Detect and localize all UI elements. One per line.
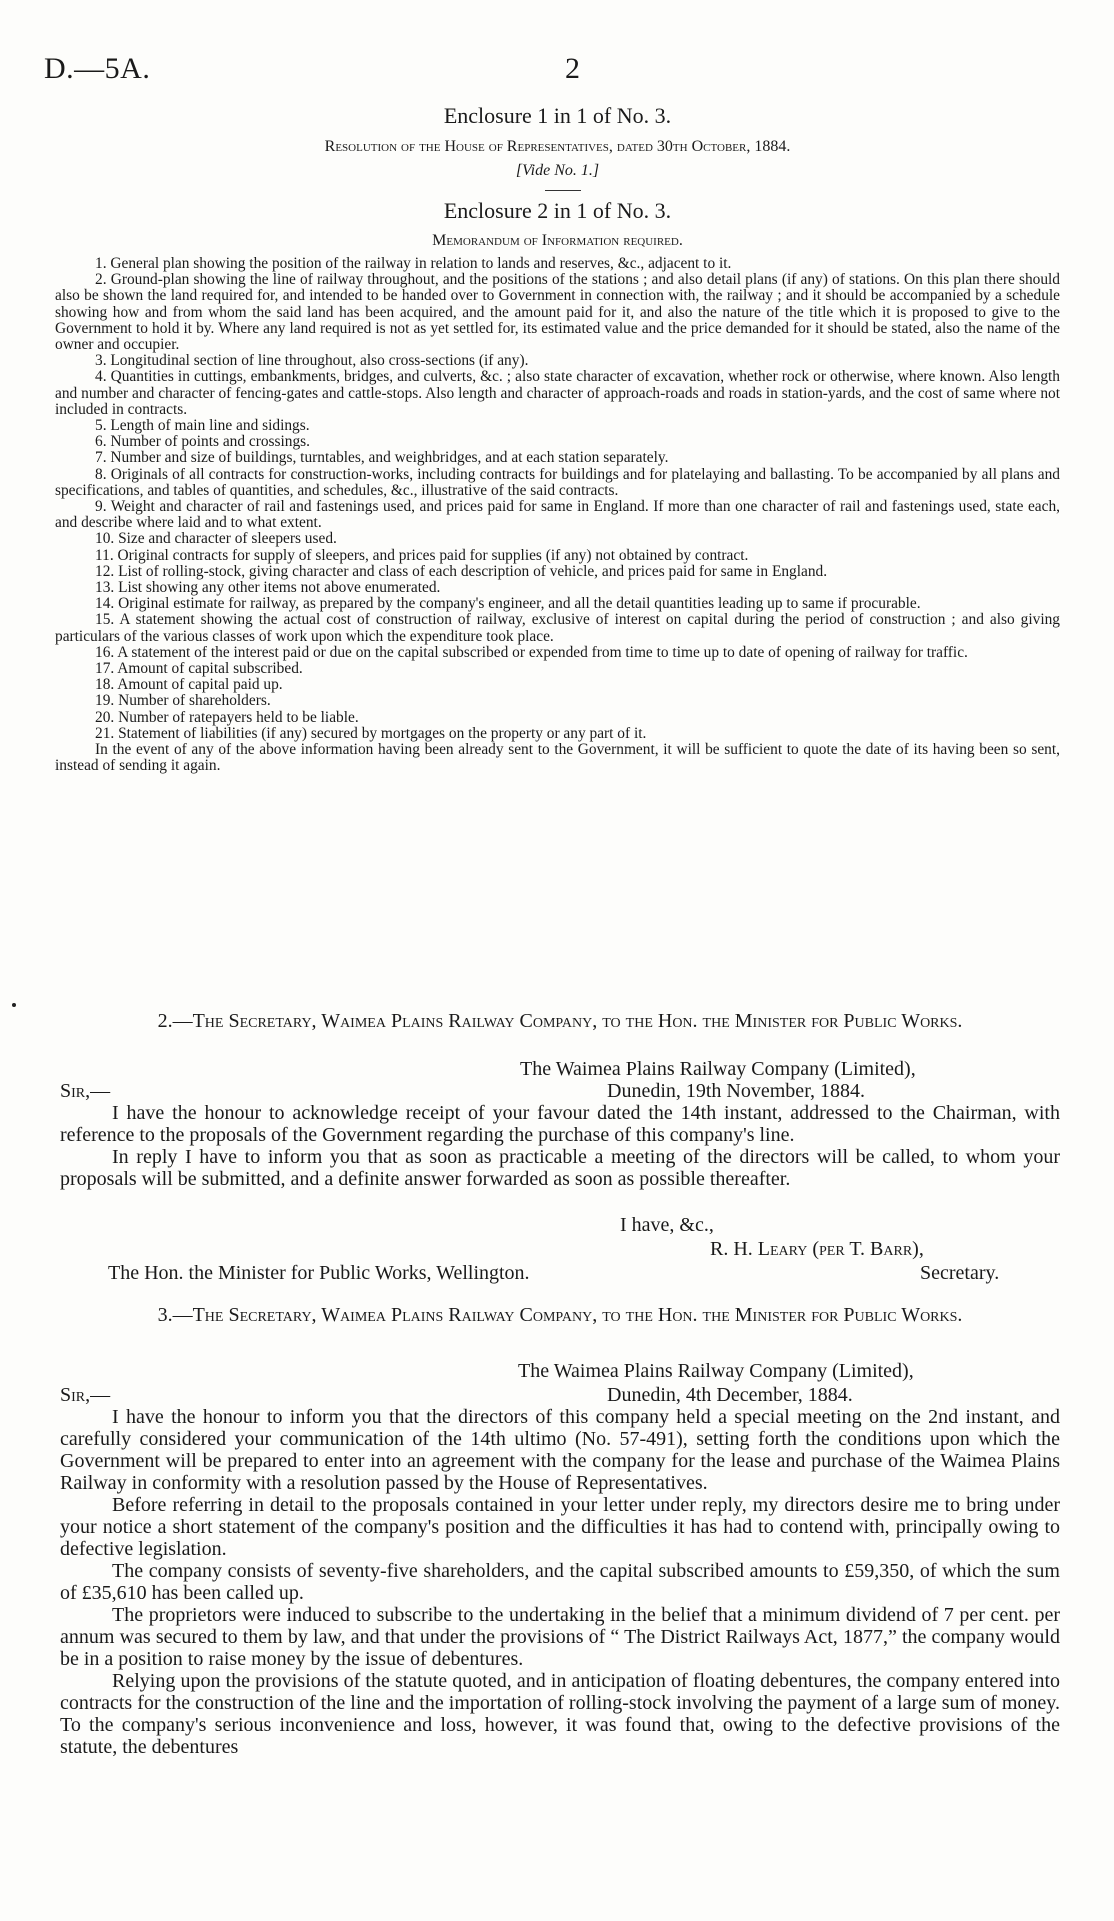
letter-3-heading <box>60 1304 1060 1326</box>
letter-2-address-line2: Dunedin, 19th November, 1884. <box>607 1080 866 1102</box>
memo-item: 11. Original contracts for supply of sleepers, and prices paid for supplies (if any) not obtained by contract. <box>95 546 749 564</box>
letter-3-paragraph: Before referring in detail to the proposals contained in your letter under reply, my directors desire me to bring under your notice a short statement of the company's position and the difficulties it has had to contend with, principally owing to defective legislation. <box>60 1494 1060 1560</box>
letter-3-paragraph: Relying upon the provisions of the statute quoted, and in anticipation of floating debentures, the company entered into contracts for the construction of the line and the importation of rolling-stock involving the payment of a large sum of money. To the company's serious inconvenience and loss, however, it was found that, owing to the defective provisions of the statute, the debentures <box>60 1670 1060 1758</box>
resolution-line <box>55 138 1060 156</box>
letter-2-salutation: Sir,— <box>60 1080 111 1102</box>
resolution-text: Resolution of the House of Representatives, dated 30th October, 1884. <box>324 138 791 155</box>
vide-reference: [Vide No. 1.] <box>515 162 600 179</box>
letter-3-address-line2: Dunedin, 4th December, 1884. <box>607 1384 853 1406</box>
memo-item: 14. Original estimate for railway, as prepared by the company's engineer, and all the detail quantities leading up to same if procurable. <box>95 595 921 613</box>
letter-2-signature: R. H. Leary (per T. Barr), <box>710 1238 924 1260</box>
memo-item: 7. Number and size of buildings, turntables, and weighbridges, and at each station separately. <box>95 449 669 467</box>
letter-3-body <box>60 1406 1060 1758</box>
letter-2-title: Secretary. <box>920 1262 1000 1284</box>
letter-2-paragraph: In reply I have to inform you that as soon as practicable a meeting of the directors will be called, to whom your proposals will be submitted, and a definite answer forwarded as soon as possible thereafter. <box>60 1146 1060 1190</box>
letter-3-address-line1: The Waimea Plains Railway Company (Limited), <box>518 1360 914 1382</box>
letter-2-address-line1: The Waimea Plains Railway Company (Limited), <box>520 1058 916 1080</box>
memo-item: 10. Size and character of sleepers used. <box>95 530 337 548</box>
memo-item: 13. List showing any other items not above enumerated. <box>95 579 441 597</box>
page-number: 2 <box>565 52 580 85</box>
enclosure-1-title: Enclosure 1 in 1 of No. 3. <box>443 103 672 128</box>
memo-item: 2. Ground-plan showing the line of railway throughout, and the positions of the stations ; and also detail plans (if any) of stations. On this plan there should also be shown the land required for, and intended to be handed over to Government in connection with, the railway ; and it should be accompanied by a schedule showing how and from whom the said land has been acquired, and the amount paid for it, and also the nature of the title which it is proposed to give to the Government to hold it by. Where any land required is not as yet settled for, its estimated value and the price demanded for it should be stated, also the name of the owner and occupier. <box>55 271 1060 354</box>
letter-3-heading-text: 3.—The Secretary, Waimea Plains Railway Company, to the Hon. the Minister for Public Works. <box>157 1304 963 1326</box>
letter-2-heading-text: 2.—The Secretary, Waimea Plains Railway Company, to the Hon. the Minister for Public Works. <box>157 1010 963 1032</box>
letter-3-paragraph: The proprietors were induced to subscribe to the undertaking in the belief that a minimum dividend of 7 per cent. per annum was secured to them by law, and that under the provisions of “ The District Railways Act, 1877,” the company would be in a position to raise money by the issue of debentures. <box>60 1604 1060 1670</box>
memo-item: 21. Statement of liabilities (if any) secured by mortgages on the property or any part of it. <box>95 724 647 742</box>
letter-2-addressee: The Hon. the Minister for Public Works, Wellington. <box>108 1262 530 1284</box>
memo-item: 6. Number of points and crossings. <box>95 433 311 451</box>
memo-item: 15. A statement showing the actual cost of construction of railway, exclusive of interest on capital during the period of construction ; and also giving particulars of the various classes of work upon which the expenditure took place. <box>55 611 1060 645</box>
memo-item: 3. Longitudinal section of line throughout, also cross-sections (if any). <box>95 352 529 370</box>
letter-2-paragraph: I have the honour to acknowledge receipt of your favour dated the 14th instant, addressed to the Chairman, with reference to the proposals of the Government regarding the purchase of this company's line. <box>60 1102 1060 1146</box>
memo-item: 19. Number of shareholders. <box>95 692 271 710</box>
memo-item: 20. Number of ratepayers held to be liable. <box>95 708 359 726</box>
memo-item: 17. Amount of capital subscribed. <box>95 660 303 678</box>
margin-dot <box>12 1003 16 1007</box>
memo-item: 9. Weight and character of rail and fastenings used, and prices paid for same in England. If more than one character of rail and fastenings used, state each, and describe where laid and to what extent. <box>55 498 1060 532</box>
memo-item: 5. Length of main line and sidings. <box>95 417 310 435</box>
letter-2-closing: I have, &c., <box>620 1214 714 1236</box>
document-reference: D.—5A. <box>44 52 151 85</box>
memo-item: 18. Amount of capital paid up. <box>95 676 283 694</box>
letter-3-salutation: Sir,— <box>60 1384 111 1406</box>
letter-3-paragraph: I have the honour to inform you that the directors of this company held a special meeting on the 2nd instant, and carefully considered your communication of the 14th ultimo (No. 57-491), setting forth the conditions upon which the Government will be prepared to enter into an agreement with the company for the lease and purchase of the Waimea Plains Railway in conformity with a resolution passed by the House of Representatives. <box>60 1406 1060 1494</box>
memo-item: 4. Quantities in cuttings, embankments, bridges, and culverts, &c. ; also state character of excavation, whether rock or otherwise, where known. Also length and number and character of fencing-gates and cattle-stops. Also length and character of approach-roads and roads in station-yards, and the cost of same where not included in contracts. <box>55 368 1060 418</box>
separator-rule <box>545 190 581 191</box>
memo-items <box>55 256 1060 775</box>
memo-heading: Memorandum of Information required. <box>432 232 683 249</box>
memo-item: 1. General plan showing the position of the railway in relation to lands and reserves, &c., adjacent to it. <box>95 255 732 272</box>
letter-2-body <box>60 1102 1060 1190</box>
letter-3-paragraph: The company consists of seventy-five shareholders, and the capital subscribed amounts to £59,350, of which the sum of £35,610 has been called up. <box>60 1560 1060 1604</box>
letter-2-heading <box>60 1010 1060 1032</box>
memo-item: 8. Originals of all contracts for construction-works, including contracts for buildings and for platelaying and ballasting. To be accompanied by all plans and specifications, and tables of quantities, and schedules, &c., illustrative of the said contracts. <box>55 465 1060 499</box>
memo-item: 12. List of rolling-stock, giving character and class of each description of vehicle, and prices paid for same in England. <box>95 562 828 580</box>
memo-item: In the event of any of the above information having been already sent to the Government, it will be sufficient to quote the date of its having been so sent, instead of sending it again. <box>55 741 1060 775</box>
enclosure-2-title: Enclosure 2 in 1 of No. 3. <box>443 198 672 223</box>
memo-item: 16. A statement of the interest paid or due on the capital subscribed or expended from time to time up to date of opening of railway for traffic. <box>95 643 968 661</box>
